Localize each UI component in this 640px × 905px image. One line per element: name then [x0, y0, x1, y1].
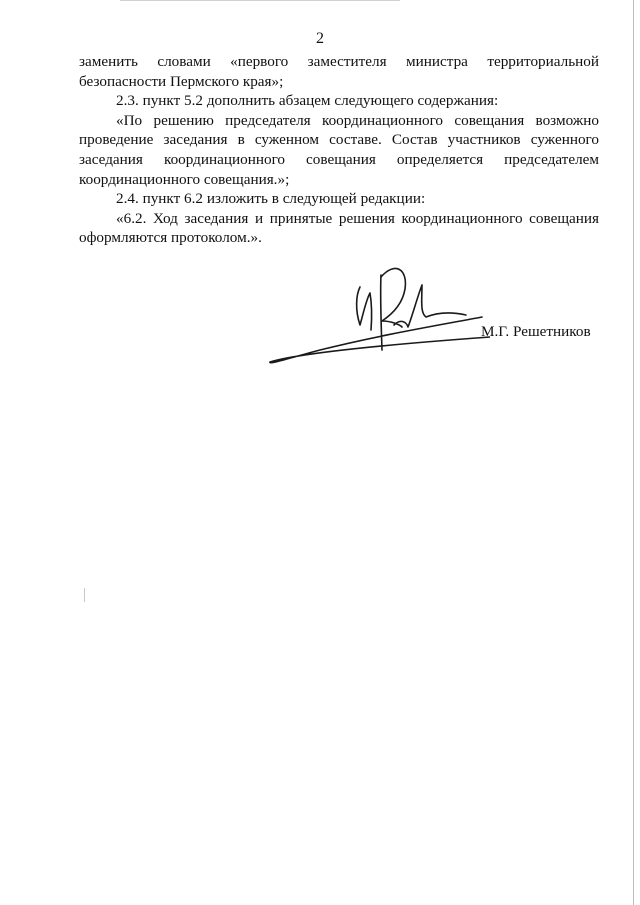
- scan-edge-top: [120, 0, 400, 1]
- scan-artifact: [84, 588, 85, 602]
- paragraph-replace-words: заменить словами «первого заместителя министра территориальной безопасности Пермского края»;: [79, 53, 599, 90]
- paragraph-item-2-3: 2.3. пункт 5.2 дополнить абзацем следующего содержания:: [116, 92, 499, 110]
- paragraph-quote-6-2: «6.2. Ход заседания и принятые решения координационного совещания оформляются протоколом.».: [79, 209, 599, 247]
- signer-name: М.Г. Решетников: [481, 323, 591, 340]
- page-number: 2: [316, 30, 324, 47]
- scan-edge-right: [633, 0, 634, 905]
- handwritten-signature: [260, 255, 490, 370]
- paragraph-quote-reduced-session: «По решению председателя координационного совещания возможно проведение заседания в суженном составе. Состав участников суженного заседания координационного совещания определяется председателем координационного совещания.»;: [79, 111, 599, 188]
- paragraph-item-2-4: 2.4. пункт 6.2 изложить в следующей редакции:: [116, 190, 426, 208]
- document-body: [79, 52, 599, 248]
